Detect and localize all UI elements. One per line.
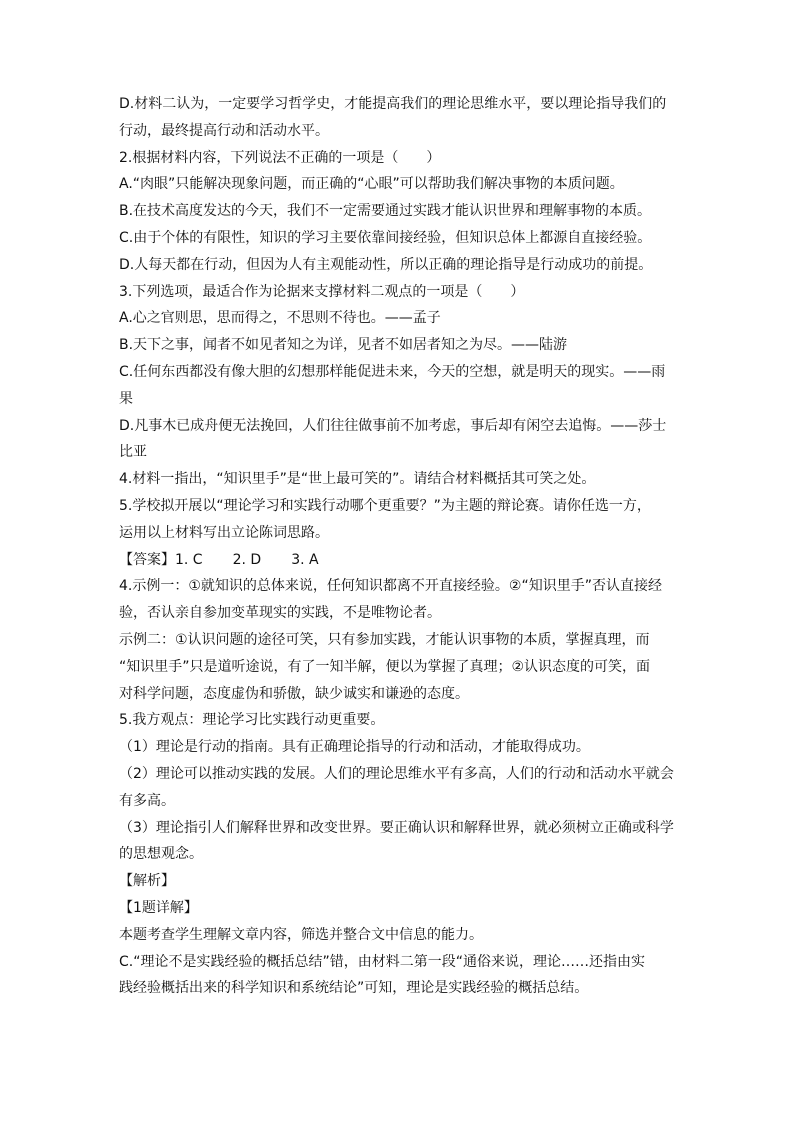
option-a: A.心之官则思，思而得之，不思则不待也。——孟子 xyxy=(119,310,441,327)
text-line: D.材料二认为，一定要学习哲学史，才能提高我们的理论思维水平，要以理论指导我们的 xyxy=(119,96,667,112)
option-b: B.在技术高度发达的今天，我们不一定需要通过实践才能认识世界和理解事物的本质。 xyxy=(119,203,652,220)
option-a: A.“肉眼”只能解决现象问题，而正确的“心眼”可以帮助我们解决事物的本质问题。 xyxy=(119,176,624,193)
option-d: D.凡事木已成舟便无法挽回，人们往往做事前不加考虑，事后却有闲空去追悔。——莎士 xyxy=(119,417,667,434)
text-line: 比亚 xyxy=(119,444,147,461)
text-line: 本题考查学生理解文章内容，筛选并整合文中信息的能力。 xyxy=(119,926,483,943)
answer-label: 【答案】 xyxy=(119,551,175,568)
text-line: 验，否认亲自参加变革现实的实践，不是唯物论者。 xyxy=(119,605,441,622)
text-line: （2）理论可以推动实践的发展。人们的理论思维水平有多高，人们的行动和活动水平就会 xyxy=(119,765,674,782)
question-4: 4.材料一指出，“知识里手”是“世上最可笑的”。请结合材料概括其可笑之处。 xyxy=(119,471,596,488)
question-2: 2.根据材料内容，下列说法不正确的一项是（ ） xyxy=(119,149,441,166)
text-line: 的思想观念。 xyxy=(119,846,203,863)
text-line: 4.示例一：①就知识的总体来说，任何知识都离不开直接经验。②“知识里手”否认直接经 xyxy=(119,578,662,595)
option-c: C.由于个体的有限性，知识的学习主要依靠间接经验，但知识总体上都源自直接经验。 xyxy=(119,229,652,246)
text-line: 对科学问题，态度虚伪和骄傲，缺少诚实和谦逊的态度。 xyxy=(119,685,469,702)
text-line: 有多高。 xyxy=(119,792,175,809)
text-line: （3）理论指引人们解释世界和改变世界。要正确认识和解释世界，就必须树立正确或科学 xyxy=(119,819,674,836)
question-3: 3.下列选项，最适合作为论据来支撑材料二观点的一项是（ ） xyxy=(119,283,525,300)
text-line: （1）理论是行动的指南。具有正确理论指导的行动和活动，才能取得成功。 xyxy=(119,739,590,756)
section-heading: 【解析】 xyxy=(119,873,175,890)
text-line: “知识里手”只是道听途说，有了一知半解，便以为掌握了真理；②认识态度的可笑，面 xyxy=(119,658,651,675)
question-5: 5.学校拟开展以“理论学习和实践行动哪个更重要？”为主题的辩论赛。请你任选一方， xyxy=(119,497,651,514)
answer-2: 2. D xyxy=(232,551,262,568)
document-page xyxy=(119,91,677,1002)
section-heading: 【1题详解】 xyxy=(119,899,198,916)
text-line: 运用以上材料写出立论陈词思路。 xyxy=(119,524,329,541)
option-c: C.任何东西都没有像大胆的幻想那样能促进未来，今天的空想，就是明天的现实。——雨 xyxy=(119,363,666,380)
answer-line xyxy=(119,547,677,574)
text-line: 践经验概括出来的科学知识和系统结论”可知，理论是实践经验的概括总结。 xyxy=(119,980,589,997)
answer-3: 3. A xyxy=(291,551,319,568)
text-line: 果 xyxy=(119,390,133,407)
text-line: 5.我方观点：理论学习比实践行动更重要。 xyxy=(119,712,385,729)
option-b: B.天下之事，闻者不如见者知之为详，见者不如居者知之为尽。——陆游 xyxy=(119,337,568,354)
text-line: C.“理论不是实践经验的概括总结”错，由材料二第一段“通俗来说，理论……还指由实 xyxy=(119,953,645,970)
answer-1: 1. C xyxy=(175,551,203,568)
text-line: 示例二：①认识问题的途径可笑，只有参加实践，才能认识事物的本质，掌握真理，而 xyxy=(119,631,650,648)
text-line: 行动，最终提高行动和活动水平。 xyxy=(119,122,329,139)
option-d: D.人每天都在行动，但因为人有主观能动性，所以正确的理论指导是行动成功的前提。 xyxy=(119,256,653,273)
